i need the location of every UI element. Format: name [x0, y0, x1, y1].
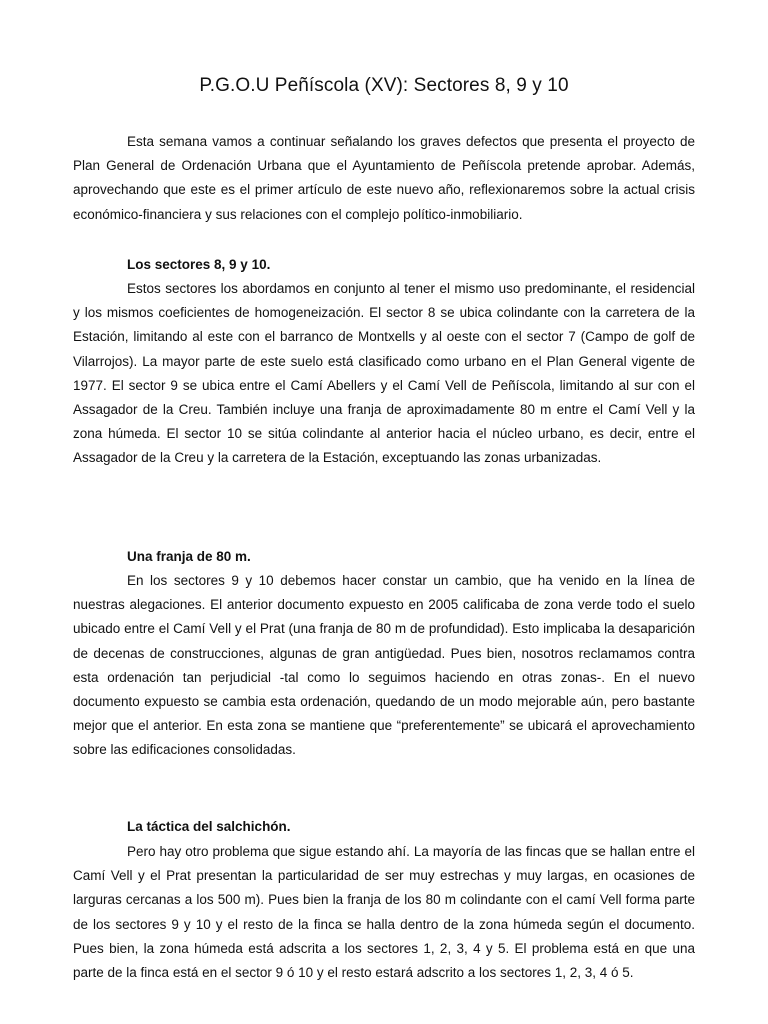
section-heading-salchichon: La táctica del salchichón. — [127, 819, 291, 834]
section-heading-franja: Una franja de 80 m. — [127, 549, 251, 564]
section-heading-sectores: Los sectores 8, 9 y 10. — [127, 257, 271, 272]
document-title: P.G.O.U Peñíscola (XV): Sectores 8, 9 y 10 — [199, 75, 569, 96]
section-body-sectores: Estos sectores los abordamos en conjunto al tener el mismo uso predominante, el residencial y los mismos coeficientes de homogeneización. El sector 8 se ubica colindante con la carretera de la Estación, limitando al este con el barranco de Montxells y al oeste con el sector 7 (Campo de golf de Vilarrojos). La mayor parte de este suelo está clasificado como urbano en el Plan General vigente de 1977. El sector 9 se ubica entre el Camí Abellers y el Camí Vell de Peñíscola, limitando al sur con el Assagador de la Creu. También incluye una franja de aproximadamente 80 m entre el Camí Vell y la zona húmeda. El sector 10 se sitúa colindante al anterior hacia el núcleo urbano, es decir, entre el Assagador de la Creu y la carretera de la Estación, exceptuando las zonas urbanizadas. — [73, 281, 695, 466]
intro-paragraph: Esta semana vamos a continuar señalando los graves defectos que presenta el proyecto de Plan General de Ordenación Urbana que el Ayuntamiento de Peñíscola pretende aprobar. Además, aprovechando que este es el primer artículo de este nuevo año, reflexionaremos sobre la actual crisis económico-financiera y sus relaciones con el complejo político-inmobiliario. — [73, 134, 695, 222]
section-body-franja: En los sectores 9 y 10 debemos hacer constar un cambio, que ha venido en la línea de nuestras alegaciones. El anterior documento expuesto en 2005 calificaba de zona verde todo el suelo ubicado entre el Camí Vell y el Prat (una franja de 80 m de profundidad). Esto implicaba la desaparición de decenas de construcciones, algunas de gran antigüedad. Pues bien, nosotros reclamamos contra esta ordenación tan perjudicial -tal como lo seguimos haciendo en otras zonas-. En el nuevo documento expuesto se cambia esta ordenación, quedando de un modo mejorable aún, pero bastante mejor que el anterior. En esta zona se mantiene que “preferentemente” se ubicará el aprovechamiento sobre las edificaciones consolidadas. — [73, 573, 695, 758]
section-body-salchichon: Pero hay otro problema que sigue estando ahí. La mayoría de las fincas que se hallan entre el Camí Vell y el Prat presentan la particularidad de ser muy estrechas y muy largas, en ocasiones de larguras cercanas a los 500 m). Pues bien la franja de los 80 m colindante con el camí Vell forma parte de los sectores 9 y 10 y el resto de la finca se halla dentro de la zona húmeda según el documento. Pues bien, la zona húmeda está adscrita a los sectores 1, 2, 3, 4 y 5. El problema está en que una parte de la finca está en el sector 9 ó 10 y el resto estará adscrito a los sectores 1, 2, 3, 4 ó 5. — [73, 844, 695, 981]
